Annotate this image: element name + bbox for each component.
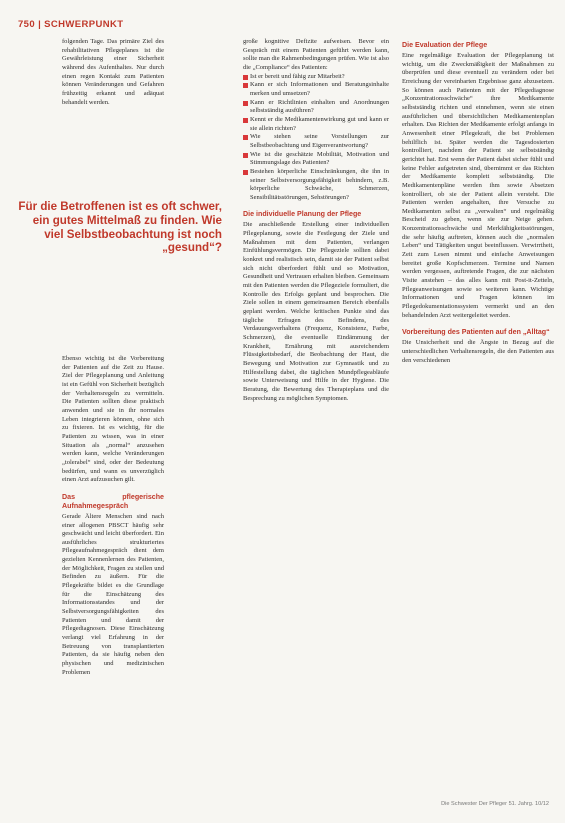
- bullet-item: Kann er Richtlinien einhalten und Anordnungen selbstständig ausführen?: [243, 99, 389, 116]
- subheading: Das pflegerische Aufnahmegespräch: [62, 492, 164, 510]
- column-1-top: [62, 38, 164, 107]
- subheading: Vorbereitung des Patienten auf den „Alltag“: [402, 328, 550, 337]
- paragraph: Eine regelmäßige Evaluation der Pflegeplanung ist wichtig, um die Zweckmäßigkeit der Maßnahmen zu überprüfen und diese eventuell zu verändern oder bei Erreichung der vereinbarten Ergebnisse ganz abzusetzen. So können auch Patienten mit der Pflegediagnose „Konzentrationsschwäche“ ihre Medikamente selbstständig richten und einnehmen, wenn sie einen ausführlichen und übersichtlichen Medikamentenplan erhalten. Das Richten der Medikamente erfolgt anfangs in Anwesenheit einer Pflegekraft, die bei Problemen behilflich ist. Später werden die Tagesdosierten kontrolliert, nachdem der Patient sie selbstständig gerichtet hat. Erst wenn der Patient dabei sicher fühlt und keine Fehler aufgetreten sind, übernimmt er das Richten der Medikamente komplett selbstständig. Die Medikamentenpläne werden ihm sowie Absetzen kontrolliert, ob sie der Patient allein versteht. Die Patienten werden angehalten, ihre Versuche zu Medikamenten selbst zu „verwalten“ und regelmäßig Bescheid zu geben, wenn sie zur Neige gehen. Konzentrationsschwäche und Merkfähigkeitsstörungen, die sehr häufig auftreten, können auch die „normalen Leben“ und Tätigkeiten ungut beeinflussen. Verwirrtheit, Zeit zum Lesen nimmt und einfache Anweisungen bereitet große Kopfschmerzen. Termine und Namen werden vergessen, auftretende Fragen, die zur nächsten Visite anstehen – das alles kann mit Post-it-Zetteln, Pflegeanweisungen sowie so weiteren kann. Wichtige Informationen und Fragen können im Pflegedokumentationssystem vermerkt und an den behandelnden Arzt weitergeleitet werden.: [402, 52, 554, 319]
- bullet-item: Wie ist die geschätzte Mobilität, Motivation und Stimmungslage des Patienten?: [243, 151, 389, 168]
- bullet-item: Kennt er die Medikamentenwirkung gut und kann er sie allein richten?: [243, 116, 389, 133]
- page-footer: Die Schwester Der Pfleger 51. Jahrg. 10/12: [441, 801, 549, 807]
- column-3: [402, 38, 554, 365]
- bullet-square-icon: [243, 153, 248, 158]
- page-header: [18, 19, 123, 30]
- bullet-square-icon: [243, 83, 248, 88]
- subheading: Die individuelle Planung der Pflege: [243, 210, 362, 219]
- column-2: [243, 38, 389, 403]
- bullet-square-icon: [243, 101, 248, 106]
- paragraph: folgenden Tage. Das primäre Ziel des rehabilitativen Pflegeplanes ist die Gewährleistung einer Sicherheit während des Aufenthaltes. Nur durch einen regen Kontakt zum Patienten können Veränderungen und Gefahren frühzeitig erkannt und adäquat behandelt werden.: [62, 38, 164, 106]
- page-number: 750: [18, 19, 36, 30]
- paragraph: Ebenso wichtig ist die Vorbereitung der Patienten auf die Zeit zu Hause. Ziel der Pflegeplanung und Anleitung ist ein Gefühl von Sicherheit bezüglich der Verhaltensregeln zu vermitteln. Die Patienten sollten diese praktisch anwenden und sie in ihr normales Leben integrieren können, ohne sich zu fixieren. Ist es wichtig, für die Patienten zu wissen, was in einer Situation als „normal“ anzusehen werden kann, welche Veränderungen „tolerabel“ sind, oder der Bedeutung bedürfen, und wann es unverzüglich einen Arzt aufzusuchen gilt.: [62, 355, 164, 484]
- paragraph: Die anschließende Erstellung einer individuellen Pflegeplanung, sowie die Festlegung der Ziele und Maßnahmen mit dem Patienten, verlangen Einfühlungsvermögen. Die Pflegeziele sollten dabei konkret und realistisch sein, damit sie der Patient selbst sich nicht überfordert fühlt und so Motivation, Gesundheit und Vertrauen erhalten bleiben. Gemeinsam mit den Patienten werden die Pflegeziele formuliert, die Kontrolle des Erfolgs geplant und besprochen. Die Ziele sollen in einem gemeinsamen Bereich ebenfalls geplant werden. Welche kritischen Punkte sind das tägliche Erfragen des Befindens, des Verdauungsverhaltens (Frequenz, Konsistenz, Farbe, Schmerzen), die eventuelle Eindämmung der Krankheit, Ernährung mit ausreichendem Flüssigkeitsbedarf, die Beobachtung der Haut, die Bewegung und Motivation zur Gymnastik und zu Hilfestellung dabei, die täglichen Mundpflegeabläufe sowie Unterweisung und Hilfe in der Hygiene. Die Beratung, die Bewertung des Therapieplans und die Besprechung zu möglichen Symptomen.: [243, 221, 389, 402]
- column-1-bottom: [62, 355, 164, 677]
- paragraph: große kognitive Defizite aufweisen. Bevor ein Gespräch mit einem Patienten geführt werden kann, sollte man die Rahmenbedingungen prüfen. Wie ist also die „Compliance“ des Patienten:: [243, 38, 389, 71]
- paragraph: Gerade Ältere Menschen sind nach einer allogenen PBSCT häufig sehr geschwächt und leicht überfordert. Ein ausführliches strukturiertes Pflegeaufnahmegespräch dient dem gezielten Kennenlernen des Patienten, der Möglichkeit, Fragen zu stellen und Befinden zu äußern. Für die Pflegekräfte bildet es die Grundlage für die Einschätzung des Informationsstandes und der Selbstversorgungsfähigkeiten des Patienten und damit der Pflegediagnosen. Diese Einschätzung verlangt viel Erfahrung in der Betreuung von transplantierten Patienten, da sie häufig neben den physischen und medizinischen Problemen: [62, 512, 164, 676]
- bullet-square-icon: [243, 170, 248, 175]
- bullet-item: Bestehen körperliche Einschränkungen, die ihn in seiner Selbstversorgungsfähigkeit behindern, z.B. körperliche Schwäche, Schmerzen, Sensibilitätsstörungen, Sehstörungen?: [243, 168, 389, 203]
- bullet-item: Ist er bereit und fähig zur Mitarbeit?: [243, 73, 389, 82]
- subheading: Die Evaluation der Pflege: [402, 41, 488, 49]
- section-title: SCHWERPUNKT: [44, 19, 124, 30]
- paragraph: Die Unsicherheit und die Ängste in Bezug auf die unterschiedlichen Verhaltensregeln, die den Patienten aus den verschiedenen: [402, 339, 554, 364]
- header-separator: |: [38, 19, 42, 30]
- bullet-item: Wie stehen seine Vorstellungen zur Selbstbeobachtung und Eigenverantwortung?: [243, 133, 389, 150]
- pull-quote: Für die Betroffenen ist es oft schwer, ein gutes Mittelmaß zu finden. Wie viel Selbstbeobachtung ist noch „gesund“?: [18, 200, 222, 255]
- bullet-item: Kann er sich Informationen und Beratungsinhalte merken und umsetzen?: [243, 81, 389, 98]
- bullet-square-icon: [243, 75, 248, 80]
- bullet-square-icon: [243, 118, 248, 123]
- bullet-square-icon: [243, 135, 248, 140]
